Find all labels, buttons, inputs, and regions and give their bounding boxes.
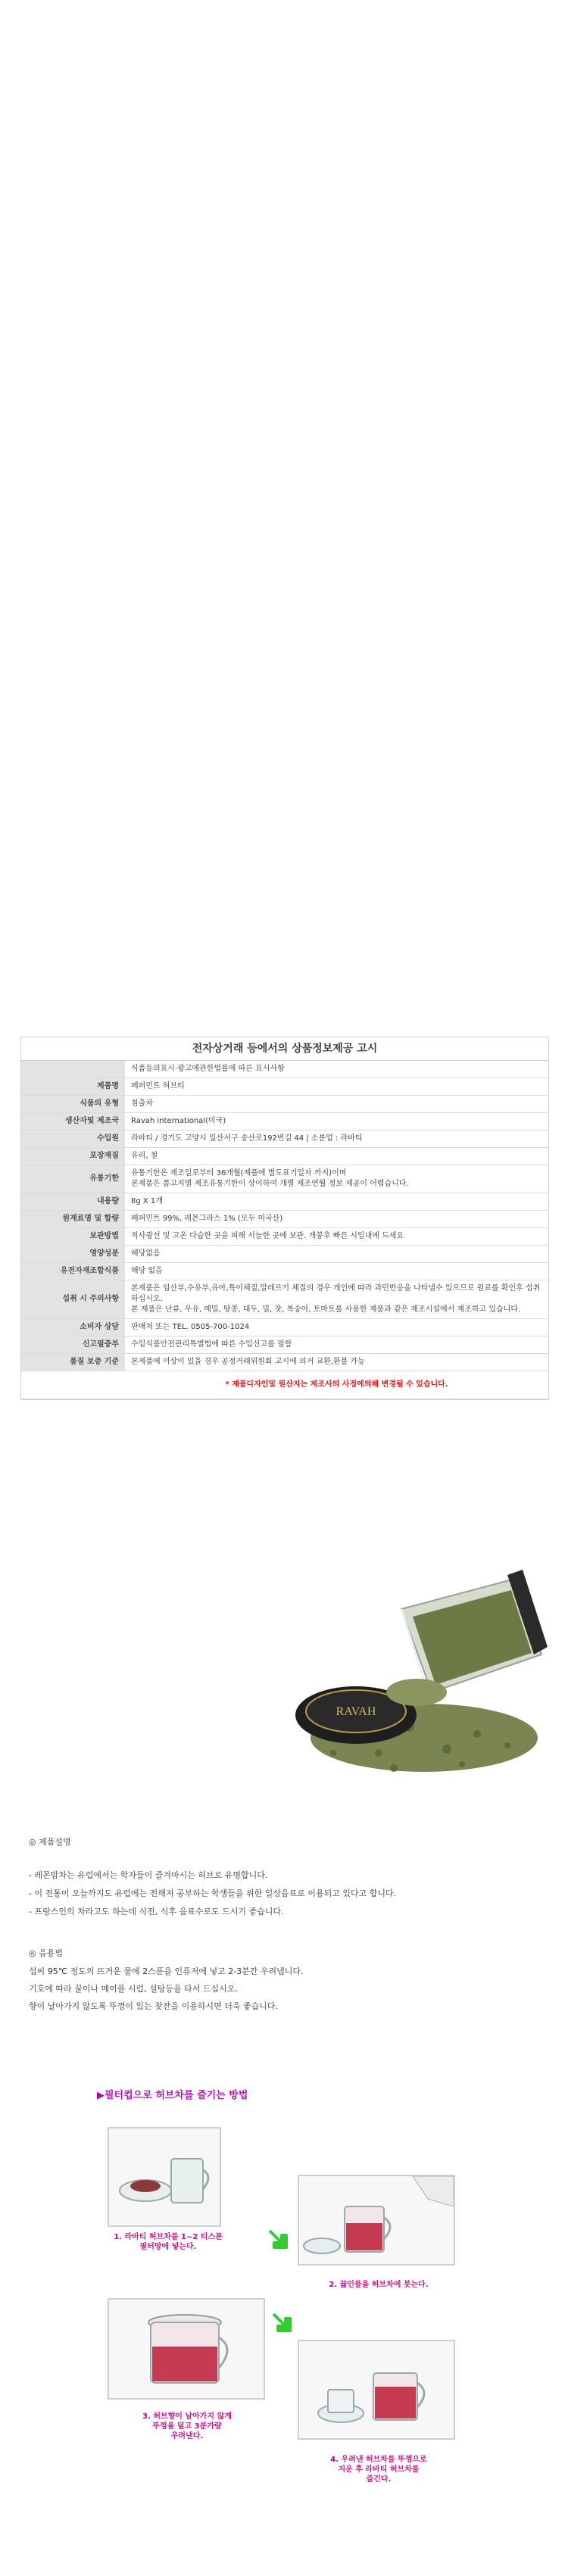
row-value: 본제품에 이상이 있을 경우 공정거래위원회 고시에 의거 교환,환불 가능 — [125, 1354, 548, 1371]
row-label: 섭취 시 주의사항 — [21, 1280, 125, 1319]
table-row — [21, 1246, 548, 1263]
step-1-text: 1. 라바티 허브차를 1~2 티스푼 필터망에 넣는다. — [114, 2233, 223, 2251]
row-label: 신고필증부 — [21, 1336, 125, 1354]
description-heading: ◎ 제품설명 — [29, 1837, 71, 1847]
row-value: 라바티 / 경기도 고양시 일산서구 송산로192번길 44 | 소분업 : 라바티 — [125, 1131, 548, 1148]
step-2-photo — [298, 2175, 455, 2266]
row-value: 해당 없음 — [125, 1263, 548, 1280]
row-value: 직사광선 및 고온 다습한 곳을 피해 서늘한 곳에 보관. 개봉후 빠른 시일내에 드세요 — [125, 1228, 548, 1246]
usage-line: 기호에 따라 꿀이나 메이플 시럽, 설탕등을 타서 드십시오. — [29, 1984, 238, 1994]
table-row — [21, 1113, 548, 1131]
row-value: 유리, 철 — [125, 1148, 548, 1165]
warning-row — [21, 1371, 548, 1399]
row-label: 수입원 — [21, 1131, 125, 1148]
table-row — [21, 1280, 548, 1319]
arrow-down-right-icon — [267, 2228, 289, 2250]
row-label: 제품명 — [21, 1078, 125, 1096]
table-row — [21, 1319, 548, 1336]
table-row — [21, 1078, 548, 1096]
row-value: 유통기한은 제조일로부터 36개월(제품에 별도표기일자 까지)이며 본제품은 품고지별 제조유통기한이 상이하여 개별 제조연월 정보 제공이 어렵습니다. — [125, 1165, 548, 1193]
row-label: 유통기한 — [21, 1165, 125, 1193]
table-row — [21, 1354, 548, 1371]
notice-title: 전자상거래 등에서의 상품정보제공 고시 — [21, 1037, 548, 1061]
table-row — [21, 1061, 548, 1078]
row-label: 생산자및 제조국 — [21, 1113, 125, 1131]
notice-table — [21, 1061, 548, 1399]
table-row — [21, 1096, 548, 1113]
row-intro: 식품등의표시·광고에관한법률에 따른 표시사항 — [125, 1061, 548, 1078]
description-line: - 프랑스인의 차라고도 하는데 식전, 식후 음료수로도 드시기 좋습니다. — [29, 1907, 284, 1916]
usage-line: 향이 날아가지 않도록 뚜껑이 있는 찻잔을 이용하시면 더욱 좋습니다. — [29, 2001, 278, 2011]
row-value: Ravah international(미국) — [125, 1113, 548, 1131]
description-line: - 레몬밤차는 유럽에서는 학자들이 즐겨마시는 허브로 유명합니다. — [29, 1870, 268, 1880]
description-line: - 이 전통이 오늘까지도 유럽에는 전해져 공부하는 학생들을 위한 일상음료로 이용되고 있다고 합니다. — [29, 1888, 397, 1898]
table-row — [21, 1193, 548, 1211]
row-label: 품질 보증 기준 — [21, 1354, 125, 1371]
step-3-photo — [108, 2298, 265, 2400]
step-1-photo — [108, 2127, 221, 2227]
row-label — [21, 1061, 125, 1078]
row-label: 유전자재조합식품 — [21, 1263, 125, 1280]
table-row — [21, 1131, 548, 1148]
row-value: 해당없음 — [125, 1246, 548, 1263]
product-info-notice — [20, 1037, 549, 1400]
description-lines — [29, 1870, 396, 1918]
row-value: 판매처 또는 TEL. 0505-700-1024 — [125, 1319, 548, 1336]
glass-jar — [401, 1570, 548, 1692]
row-label: 내용량 — [21, 1193, 125, 1211]
row-label: 포장재질 — [21, 1148, 125, 1165]
row-value: 수입식품안전관리특별법에 따른 수입신고를 필함 — [125, 1336, 548, 1354]
usage-heading: ◎ 음용법 — [29, 1948, 63, 1958]
arrow-down-right-icon — [270, 2311, 293, 2334]
table-row — [21, 1211, 548, 1228]
table-row — [21, 1228, 548, 1246]
row-label: 보관방법 — [21, 1228, 125, 1246]
row-value: 본제품은 임산부,수유부,유아,특이체질,알레르기 체질의 경우 개인에 따라 과민반응을 나타낼수 있으므로 원료를 확인후 섭취 하십시오. 본 제품은 난류, 우유, 메밀, 땅콩, 대두, 밀, 잣, 복숭아, 토마토를 사용한 제품과 같은 제조시설에서 제조하고 있습니다. — [125, 1280, 548, 1319]
step-4-photo — [298, 2340, 455, 2440]
warning-text: * 제품디자인및 원산지는 제조사의 사정에의해 변경될 수 있습니다. — [125, 1371, 548, 1399]
step-4-text: 4. 우려낸 허브차를 뚜껑으로 지운 후 라바티 허브차를 즐긴다. — [330, 2456, 427, 2484]
step-2-text: 2. 끓인물을 허브차에 붓는다. — [329, 2281, 429, 2289]
row-label: 소비자 상담 — [21, 1319, 125, 1336]
row-value: 페퍼민트 99%, 레몬그라스 1% (모두 미국산) — [125, 1211, 548, 1228]
usage-section — [29, 1948, 304, 2013]
row-value: 페퍼민트 허브티 — [125, 1078, 548, 1096]
row-label: 원재료명 및 함량 — [21, 1211, 125, 1228]
step-3-text: 3. 허브향이 날아가지 않게 뚜껑을 덮고 3분가량 우려낸다. — [142, 2412, 232, 2440]
row-label: 식품의 유형 — [21, 1096, 125, 1113]
table-row — [21, 1336, 548, 1354]
guide-title: ▶필터컵으로 허브차를 즐기는 방법 — [97, 2090, 248, 2101]
row-value: 8g X 1개 — [125, 1193, 548, 1211]
table-row — [21, 1263, 548, 1280]
usage-line: 섭씨 95℃ 정도의 뜨거운 물에 2스푼을 인퓨저에 넣고 2-3분간 우려냅니다. — [29, 1966, 304, 1976]
product-photo — [288, 1564, 549, 1791]
table-row — [21, 1165, 548, 1193]
row-value: 침출차 — [125, 1096, 548, 1113]
row-label: 영양성분 — [21, 1246, 125, 1263]
jar-label: RAVAH — [335, 1705, 376, 1718]
table-row — [21, 1148, 548, 1165]
product-description — [29, 1836, 71, 1848]
